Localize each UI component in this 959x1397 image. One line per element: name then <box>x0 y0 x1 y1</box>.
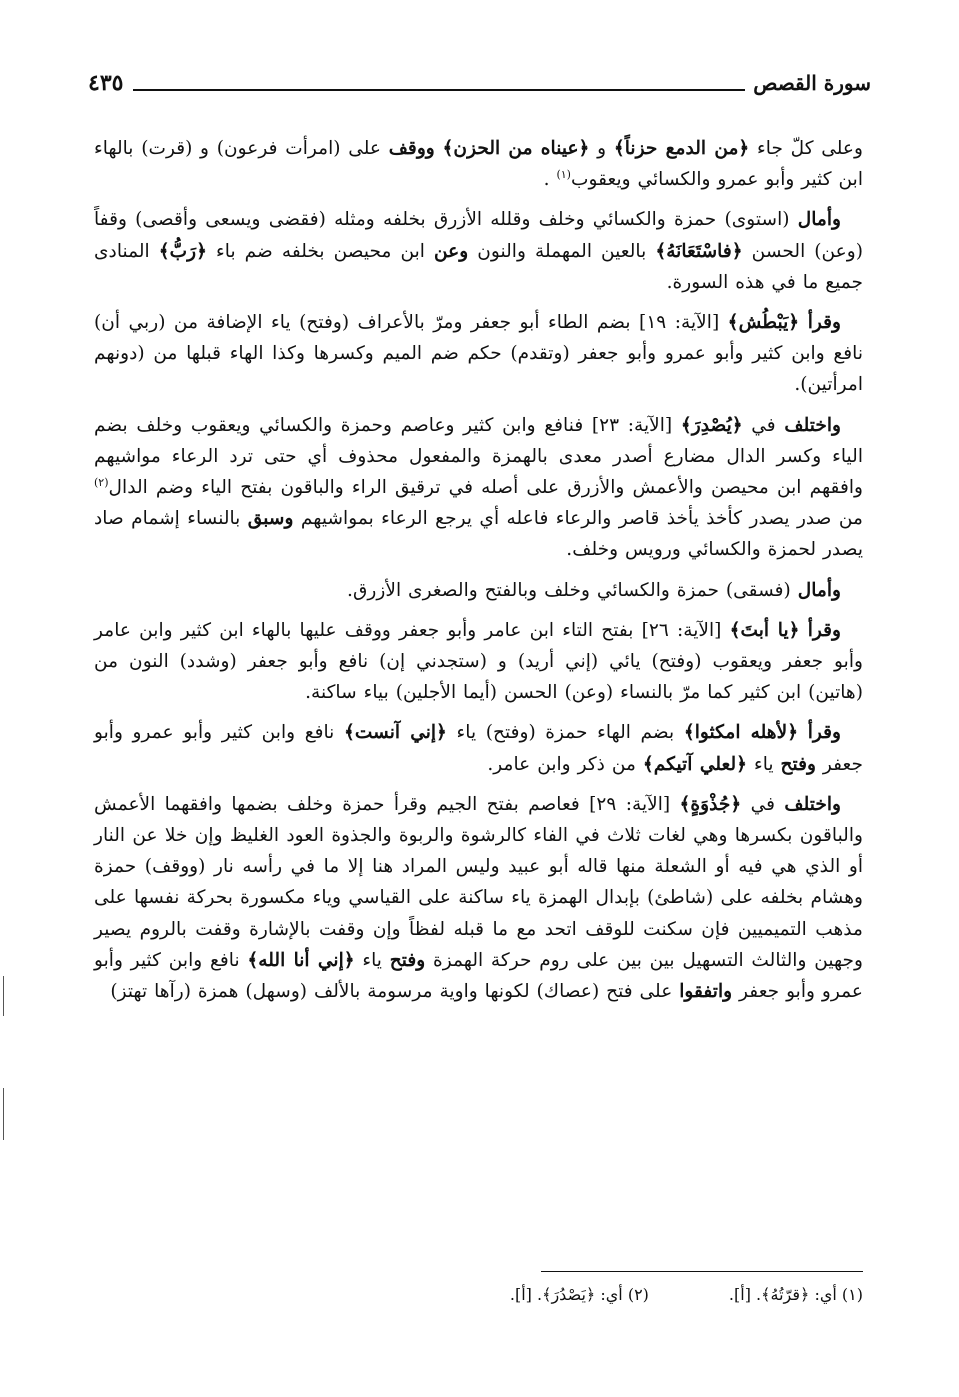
bold-term: ﴿من الدمع حزناً﴾ <box>613 138 750 159</box>
text-run: على (امرأت فرعون) و (قرت) بالهاء ابن كثير وأبو عمرو والكسائي ويعقوب <box>94 138 863 191</box>
page-header <box>88 66 871 100</box>
surah-title: سورة القصص <box>753 71 871 95</box>
scan-mark <box>3 1088 4 1140</box>
page-body <box>94 133 863 1007</box>
footnote-number: (١) <box>841 1285 863 1304</box>
footnote-item <box>729 1283 863 1307</box>
bold-term: وقرأ <box>807 619 841 641</box>
text-run: بالنساء إشمام صاد يصدر لحمزة والكسائي ورويس وخلف. <box>94 508 863 561</box>
text-run: بضم الهاء حمزة (وفتح) ياء <box>446 722 684 744</box>
bold-term: ﴿رَبُّ﴾ <box>158 240 208 262</box>
text-run <box>798 722 808 743</box>
footnote-separator <box>541 1271 863 1272</box>
footnote-number: (٢) <box>627 1285 649 1304</box>
text-run: في <box>741 793 785 815</box>
paragraph <box>94 615 863 709</box>
bold-term: واختلف <box>784 414 841 436</box>
bold-term: ﴿إني آنست﴾ <box>343 722 447 744</box>
footnote-item <box>510 1283 649 1307</box>
bold-term: واختلف <box>784 793 841 815</box>
text-run: [الآية: ٢٦] بفتح التاء ابن عامر وأبو جعفر ووقف عليها بالهاء ابن كثير وابن عامر وأبو جعفر ويعقوب (وفتح) يائي (إني أريد) و (ستجدني إن) نافع وأبو جعفر (وشدد) النون من (هاتين) ابن كثير كما مرّ بالنساء (وعن) الحسن (أيما الأجلين) بياء ساكنة. <box>94 619 863 704</box>
text-run: في <box>742 414 785 436</box>
bold-term: وفتح <box>780 753 816 775</box>
paragraph <box>94 575 863 606</box>
text-run: [الآية: ١٩] بضم الطاء أبو جعفر ومرّ بالأعراف (وفتح) ياء الإضافة من (ربي أن) نافع وابن كثير وأبو عمرو وأبو جعفر (وتقدم) حكم ضم الميم وكسرها وكذا الهاء قبلها من (دونهم امرأتين). <box>94 312 863 396</box>
text-run: بالعين المهملة والنون <box>468 240 656 262</box>
text-run: المنادى جميع ما في هذه السورة. <box>94 240 863 293</box>
page-number: ٤٣٥ <box>88 70 124 96</box>
bold-term: ﴿عيناه من الحزن﴾ <box>442 138 590 159</box>
bold-term: ووقف <box>388 138 435 159</box>
text-run: من صدر يصدر كأخذ يأخذ قاصر والرعاء فاعله أي يرجع الرعاء بمواشيهم <box>293 508 864 530</box>
bold-term: ﴿لعلي آتيكم﴾ <box>642 753 748 775</box>
footnotes <box>300 1283 863 1307</box>
paragraph <box>94 789 863 1007</box>
text-run: ياء <box>747 753 781 775</box>
bold-term: وقرأ <box>807 722 841 744</box>
bold-term: ﴿يَبْطُش﴾ <box>727 312 800 334</box>
text-run: [الآية: ٢٣] فنافع وابن كثير وعاصم وحمزة والكسائي ويعقوب وخلف بضم الياء وكسر الدال مضارع أصدر معدى بالهمزة والمفعول محذوف أي حتى ترد الرعاء مواشيهم وافقهم ابن محيصن والأعمش والأزرق على أصله في ترقيق الراء والباقون بفتح الياء وضم الدال <box>94 414 863 499</box>
bold-term: ﴿فاسْتَعَانَهُ﴾ <box>655 240 743 262</box>
paragraph <box>94 204 863 298</box>
footnote-marker: (٢) <box>94 475 109 489</box>
text-run: و <box>589 138 614 159</box>
text-run: [الآية: ٢٩] فعاصم بفتح الجيم وقرأ حمزة وخلف بضمها وافقهما الأعمش والباقون بكسرها وهي لغات ثلاث في الفاء كالرشوة والربوة والجذوة العود الغليظ وإن خلا عن النار أو الذي هي فيه أو الشعلة منها قاله أبو عبيد وليس المراد هنا إلا ما في رأسه نار (ووقف) حمزة وهشام بخلفه على (شاطئ) بإبدال الهمزة ياء ساكنة على القياسي وياء مكسورة بحركة نفسها على مذهب التميميين فإن سكنت للوقف اتحد مع ما قبله لفظاً وإن وقفت بالإشارة وقفت بالروم يصير وجهين والثالث التسهيل بين بين على روم حركة الهمزة <box>94 793 863 971</box>
paragraph <box>94 133 863 195</box>
bold-term: ﴿يُصْدِرَ﴾ <box>680 414 743 436</box>
bold-term: ﴿إني أنا الله﴾ <box>247 949 355 971</box>
bold-term: وسبق <box>247 508 294 530</box>
text-run: (فسقى) حمزة والكسائي وخلف وبالفتح والصغرى الأزرق. <box>347 579 798 601</box>
text-run <box>435 138 443 159</box>
bold-term: وأمال <box>797 209 841 231</box>
text-run: (استوى) حمزة والكسائي وخلف وقلله الأزرق بخلفه ومثله (فقضى ويسعى وأقصى) وقفاً (وعن) الحسن <box>94 209 864 262</box>
footnote-marker: (١) <box>556 168 571 182</box>
bold-term: وفتح <box>389 949 426 971</box>
bold-term: وعن <box>434 240 469 262</box>
text-run: . <box>543 169 557 191</box>
paragraph <box>94 717 863 779</box>
text-run: من ذكر وابن عامر. <box>487 753 643 775</box>
paragraph <box>94 410 863 566</box>
text-run: نافع وابن كثير وأبو عمرو وأبو جعفر <box>94 722 863 775</box>
text-run: على فتح (عصاك) لكونها واوية مرسومة بالألف (وسهل) همزة (رآها تهتز) <box>110 981 680 1003</box>
text-run <box>800 620 808 641</box>
header-rule <box>133 89 745 91</box>
bold-term: واتفقوا <box>679 981 733 1003</box>
text-run: ابن محيصن بخلفه ضم باء <box>207 240 434 262</box>
text-run: نافع وابن كثير وأبو عمرو وأبو جعفر <box>94 949 863 1003</box>
bold-term: وقرأ <box>807 312 841 334</box>
bold-term: ﴿جُذْوَةٍ﴾ <box>679 793 742 815</box>
bold-term: وأمال <box>797 579 841 601</box>
footnote-text: أي: ﴿يَصْدُرَ﴾. [أ]. <box>509 1285 623 1304</box>
scan-mark <box>3 976 4 1016</box>
bold-term: ﴿يا أبتَ﴾ <box>729 619 800 641</box>
footnote-text: أي: ﴿قرّتُهُ﴾. [أ]. <box>728 1285 837 1304</box>
text-run: ياء <box>354 949 390 971</box>
paragraph <box>94 307 863 401</box>
text-run <box>799 312 807 333</box>
bold-term: ﴿لأهله امكثوا﴾ <box>683 722 799 744</box>
text-run: وعلى كلّ جاء <box>749 138 864 159</box>
